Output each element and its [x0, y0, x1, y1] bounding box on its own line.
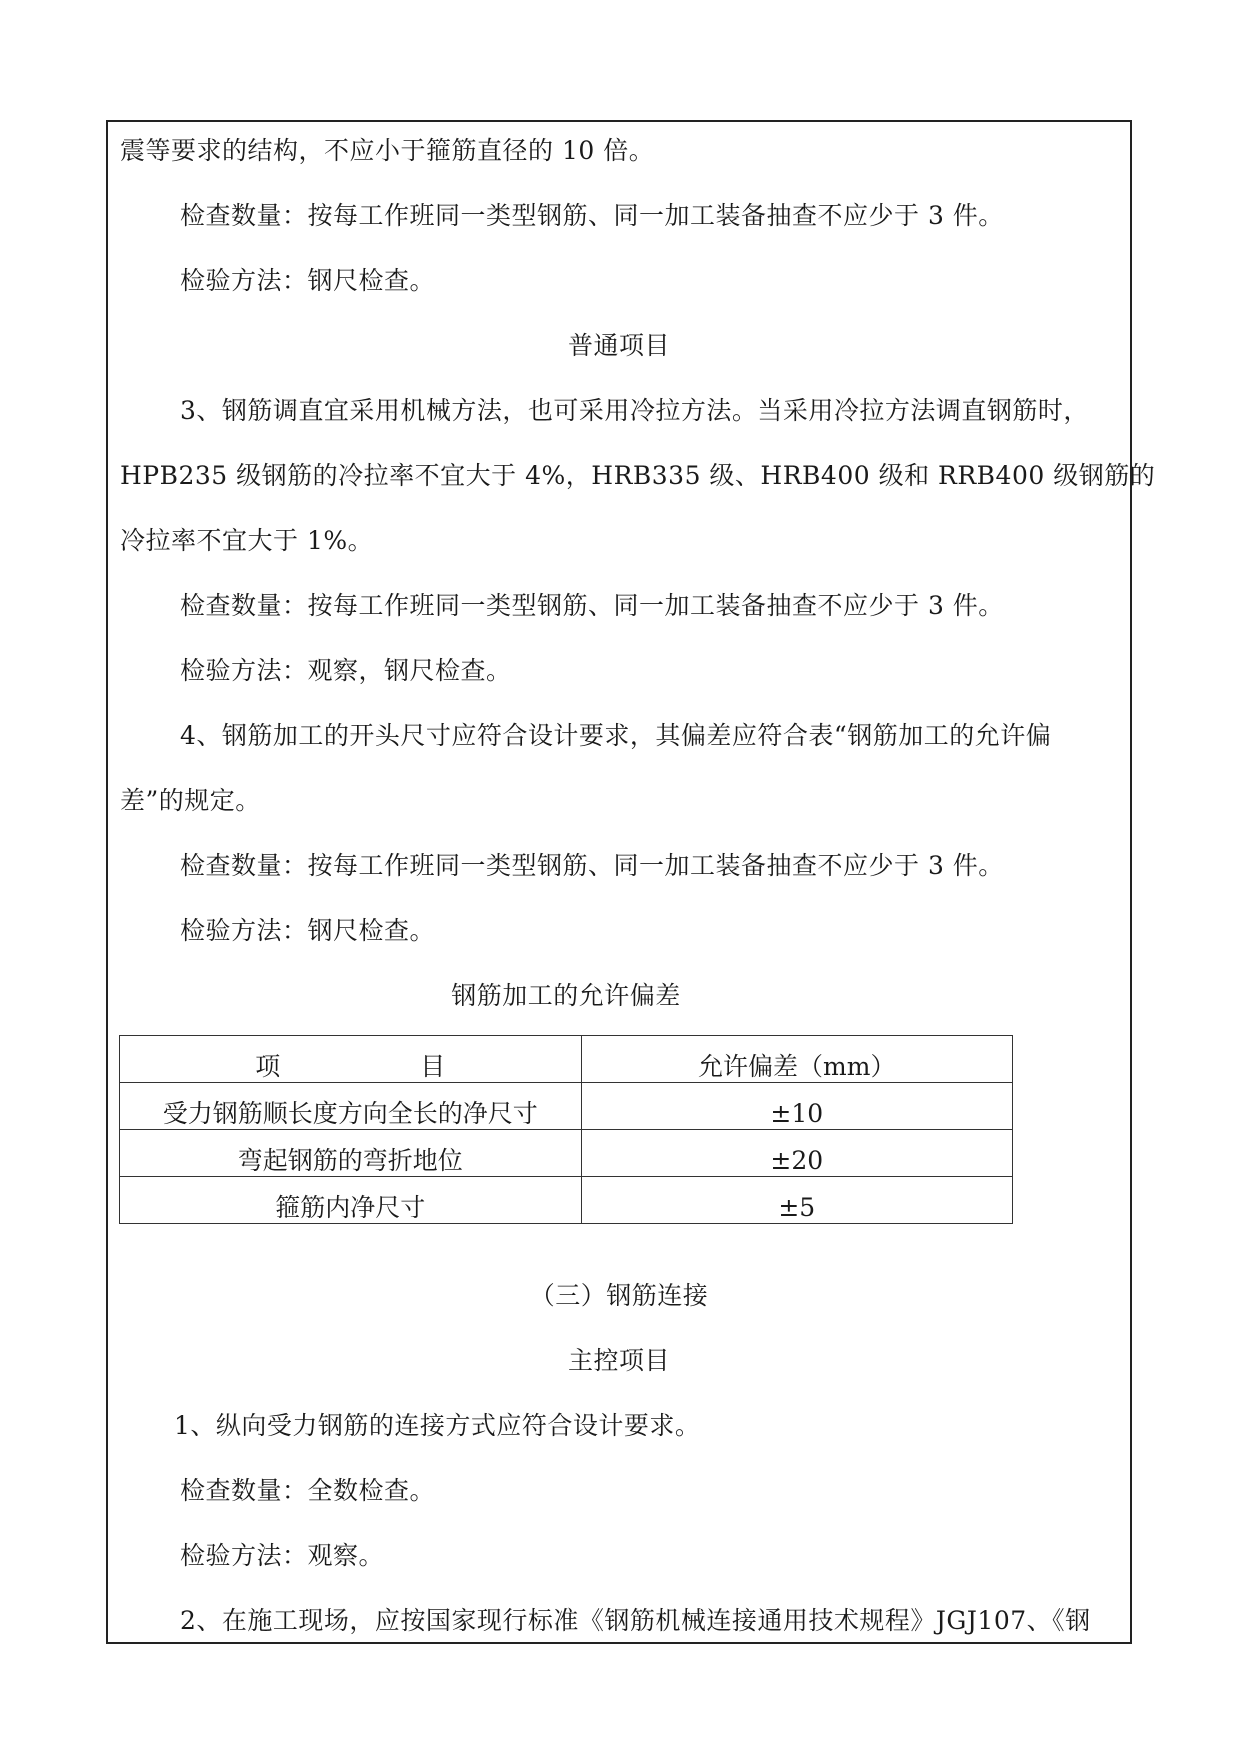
table-cell-tolerance: ±5 — [581, 1177, 1012, 1224]
paragraph-line: 冷拉率不宜大于 1%。 — [120, 526, 374, 555]
inspection-method-line: 检验方法：观察。 — [180, 1541, 385, 1570]
table-row — [120, 1083, 1013, 1130]
table-cell-item: 弯起钢筋的弯折地位 — [120, 1130, 582, 1177]
inspection-quantity-line: 检查数量：按每工作班同一类型钢筋、同一加工装备抽查不应少于 3 件。 — [180, 851, 1004, 880]
table-header-tolerance: 允许偏差（mm） — [581, 1036, 1012, 1083]
inspection-quantity-line: 检查数量：按每工作班同一类型钢筋、同一加工装备抽查不应少于 3 件。 — [180, 201, 1004, 230]
header-item-char-1: 项 — [255, 1052, 281, 1081]
inspection-method-line: 检验方法：观察，钢尺检查。 — [180, 656, 512, 685]
table-row — [120, 1177, 1013, 1224]
table-caption: 钢筋加工的允许偏差 — [451, 981, 681, 1010]
tolerance-table — [119, 1035, 1013, 1224]
table-cell-tolerance: ±20 — [581, 1130, 1012, 1177]
paragraph-line: 2、在施工现场，应按国家现行标准《钢筋机械连接通用技术规程》JGJ107、《钢 — [180, 1606, 1091, 1635]
paragraph-line: 震等要求的结构，不应小于箍筋直径的 10 倍。 — [120, 136, 655, 165]
inspection-quantity-line: 检查数量：全数检查。 — [180, 1476, 436, 1505]
table-cell-item: 受力钢筋顺长度方向全长的净尺寸 — [120, 1083, 582, 1130]
paragraph-line: 4、钢筋加工的开头尺寸应符合设计要求，其偏差应符合表“钢筋加工的允许偏 — [180, 721, 1052, 750]
inspection-quantity-line: 检查数量：按每工作班同一类型钢筋、同一加工装备抽查不应少于 3 件。 — [180, 591, 1004, 620]
paragraph-line: 3、钢筋调直宜采用机械方法，也可采用冷拉方法。当采用冷拉方法调直钢筋时， — [180, 396, 1089, 425]
table-row — [120, 1130, 1013, 1177]
table-cell-item: 箍筋内净尺寸 — [120, 1177, 582, 1224]
inspection-method-line: 检验方法：钢尺检查。 — [180, 266, 436, 295]
paragraph-line: 1、纵向受力钢筋的连接方式应符合设计要求。 — [174, 1411, 701, 1440]
section-heading-general: 普通项目 — [567, 331, 670, 360]
table-cell-tolerance: ±10 — [581, 1083, 1012, 1130]
section-heading-main-control: 主控项目 — [567, 1346, 670, 1375]
paragraph-line: 差”的规定。 — [120, 786, 261, 815]
table-header-item — [120, 1036, 582, 1083]
paragraph-line: HPB235 级钢筋的冷拉率不宜大于 4%，HRB335 级、HRB400 级和 RRB400 级钢筋的 — [120, 461, 1156, 490]
section-heading-connection: （三）钢筋连接 — [529, 1281, 709, 1310]
inspection-method-line: 检验方法：钢尺检查。 — [180, 916, 436, 945]
header-item-char-2: 目 — [420, 1052, 446, 1081]
table-header-row — [120, 1036, 1013, 1083]
